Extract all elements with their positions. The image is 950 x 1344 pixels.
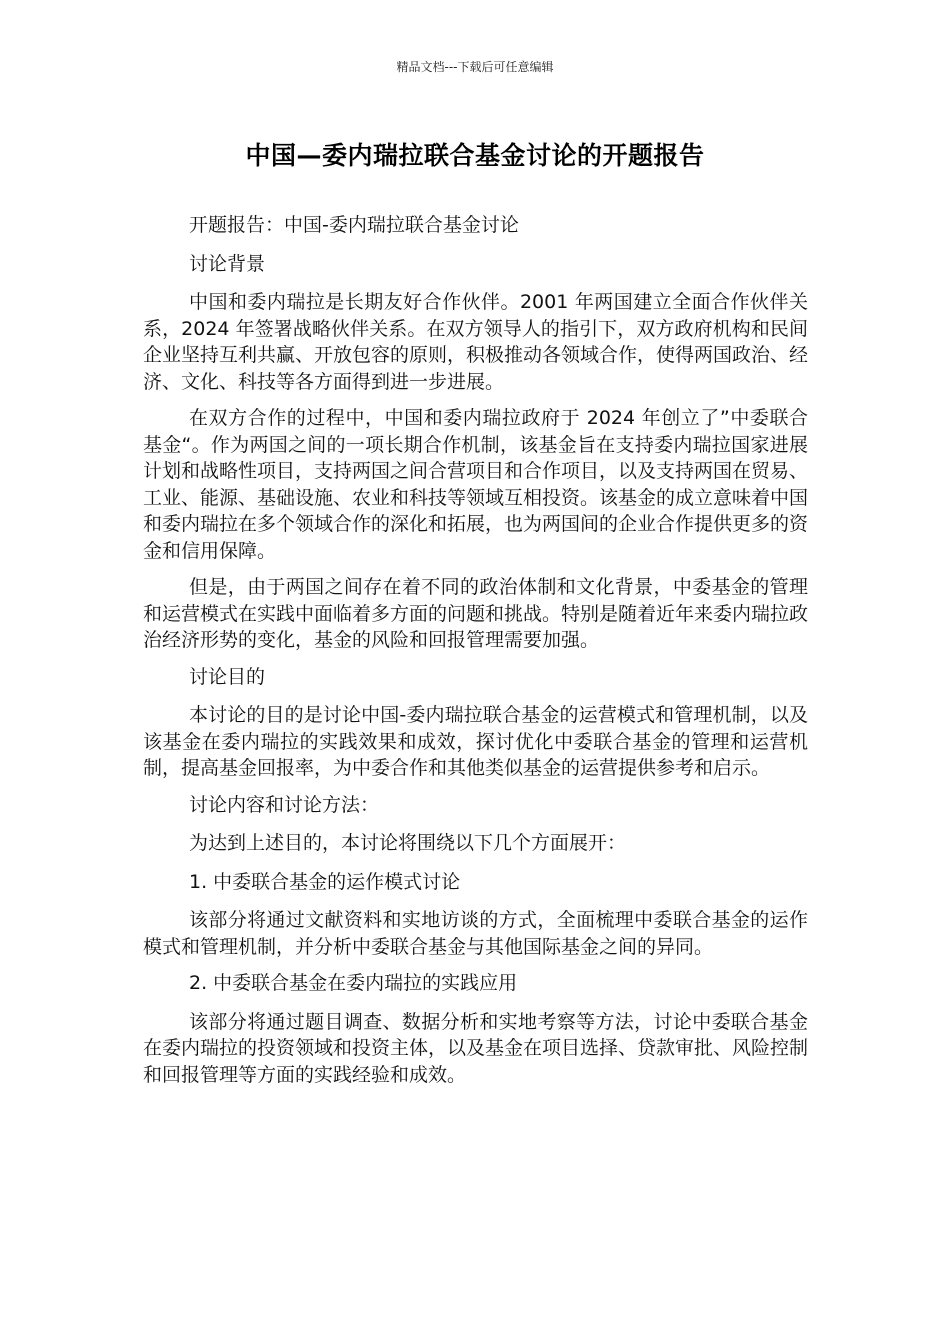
paragraph-background-1: 中国和委内瑞拉是长期友好合作伙伴。2001 年两国建立全面合作伙伴关系，2024 年签署战略伙伴关系。在双方领导人的指引下，双方政府机构和民间企业坚持互利共赢、开放包容的原则，积极推动各领域合作，使得两国政治、经济、文化、科技等各方面得到进一步进展。: [143, 291, 809, 393]
paragraph-background-2: 在双方合作的过程中，中国和委内瑞拉政府于 2024 年创立了”中委联合基金“。作为两国之间的一项长期合作机制，该基金旨在支持委内瑞拉国家进展计划和战略性项目，支持两国之间合营项目和合作项目，以及支持两国在贸易、工业、能源、基础设施、农业和科技等领域互相投资。该基金的成立意味着中国和委内瑞拉在多个领域合作的深化和拓展，也为两国间的企业合作提供更多的资金和信用保障。: [143, 407, 809, 562]
page-header-note: 精品文档---下载后可任意编辑: [396, 60, 554, 74]
paragraph-item-2: 该部分将通过题目调查、数据分析和实地考察等方法，讨论中委联合基金在委内瑞拉的投资领域和投资主体，以及基金在项目选择、贷款审批、风险控制和回报管理等方面的实践经验和成效。: [143, 1010, 809, 1086]
section-heading-background: 讨论背景: [189, 252, 266, 275]
report-subtitle: 开题报告：中国-委内瑞拉联合基金讨论: [189, 214, 519, 236]
document-title: 中国—委内瑞拉联合基金讨论的开题报告: [245, 141, 705, 170]
list-item-heading-1: 1. 中委联合基金的运作模式讨论: [189, 870, 461, 893]
section-heading-content-methods: 讨论内容和讨论方法：: [189, 793, 380, 816]
list-item-heading-2: 2. 中委联合基金在委内瑞拉的实践应用: [189, 972, 518, 994]
document-body: [143, 212, 808, 1098]
paragraph-item-1: 该部分将通过文献资料和实地访谈的方式，全面梳理中委联合基金的运作模式和管理机制，并分析中委联合基金与其他国际基金之间的异同。: [143, 909, 808, 958]
section-heading-purpose: 讨论目的: [189, 665, 266, 688]
paragraph-purpose: 本讨论的目的是讨论中国-委内瑞拉联合基金的运营模式和管理机制，以及该基金在委内瑞拉的实践效果和成效，探讨优化中委联合基金的管理和运营机制，提高基金回报率，为中委合作和其他类似基金的运营提供参考和启示。: [143, 704, 808, 779]
paragraph-background-3: 但是，由于两国之间存在着不同的政治体制和文化背景，中委基金的管理和运营模式在实践中面临着多方面的问题和挑战。特别是随着近年来委内瑞拉政治经济形势的变化，基金的风险和回报管理需要加强。: [143, 576, 809, 651]
paragraph-intro: 为达到上述目的，本讨论将围绕以下几个方面展开：: [189, 832, 627, 854]
